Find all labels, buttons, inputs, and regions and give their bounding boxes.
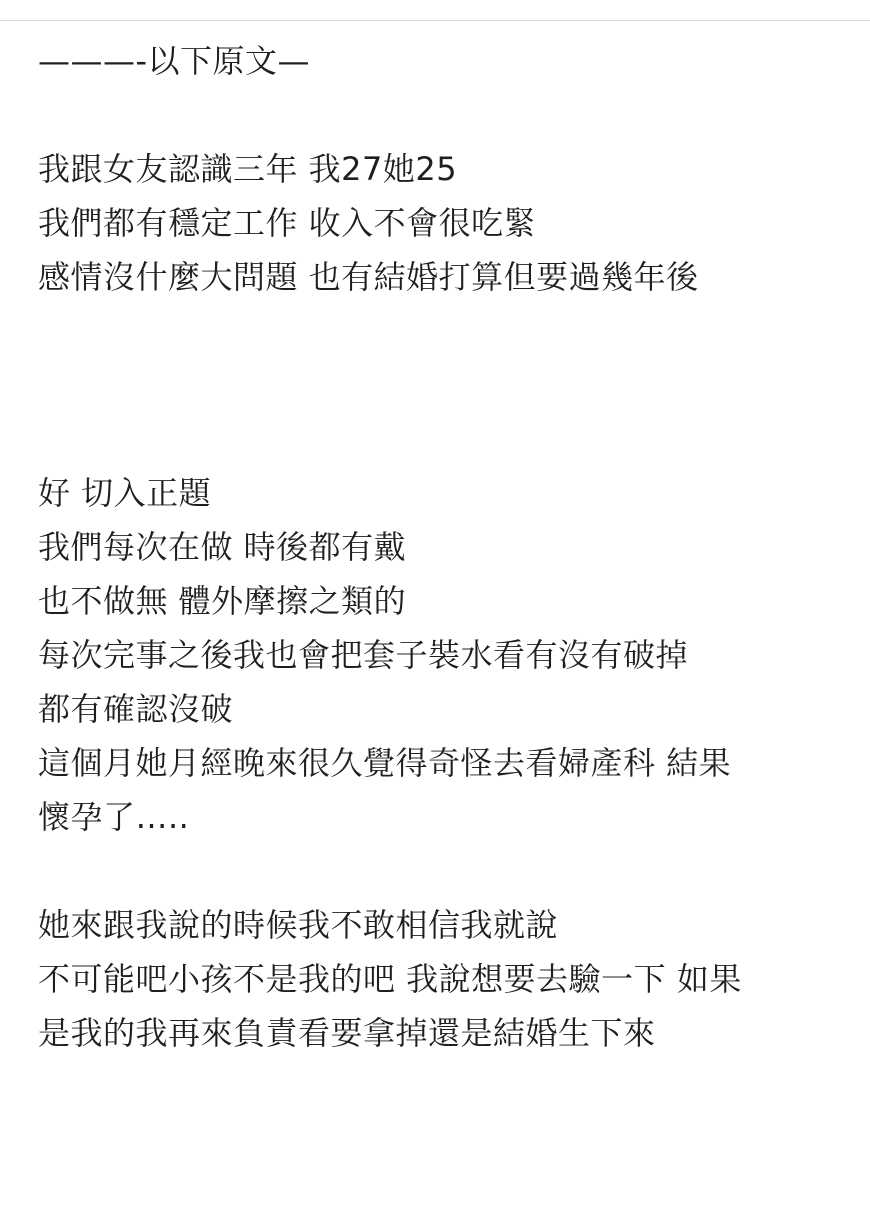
text-line: 我們每次在做 時後都有戴: [38, 528, 407, 566]
text-line: 我們都有穩定工作 收入不會很吃緊: [38, 204, 537, 242]
text-line: 也不做無 體外摩擦之類的: [38, 582, 407, 620]
spacer: [38, 304, 838, 412]
spacer: [38, 844, 838, 898]
text-line: 我跟女友認識三年 我27她25: [38, 150, 458, 188]
paragraph-2: [38, 466, 838, 844]
text-line: 感情沒什麼大問題 也有結婚打算但要過幾年後: [38, 258, 699, 296]
text-line: 好 切入正題: [38, 474, 212, 512]
paragraph-1: [38, 142, 838, 304]
header-line: ———-以下原文—: [38, 42, 311, 80]
text-line: 是我的我再來負責看要拿掉還是結婚生下來: [38, 1014, 656, 1052]
text-line: 懷孕了…..: [38, 798, 190, 836]
text-line: 都有確認沒破: [38, 690, 234, 728]
post-body: [38, 34, 838, 1060]
text-line: 每次完事之後我也會把套子裝水看有沒有破掉: [38, 636, 689, 674]
top-divider: [0, 20, 870, 21]
paragraph-3: [38, 898, 838, 1060]
spacer: [38, 88, 838, 142]
text-line: 不可能吧小孩不是我的吧 我說想要去驗一下 如果: [38, 960, 742, 998]
text-line: 這個月她月經晚來很久覺得奇怪去看婦產科 結果: [38, 744, 732, 782]
spacer: [38, 412, 838, 466]
text-line: 她來跟我說的時候我不敢相信我就說: [38, 906, 559, 944]
